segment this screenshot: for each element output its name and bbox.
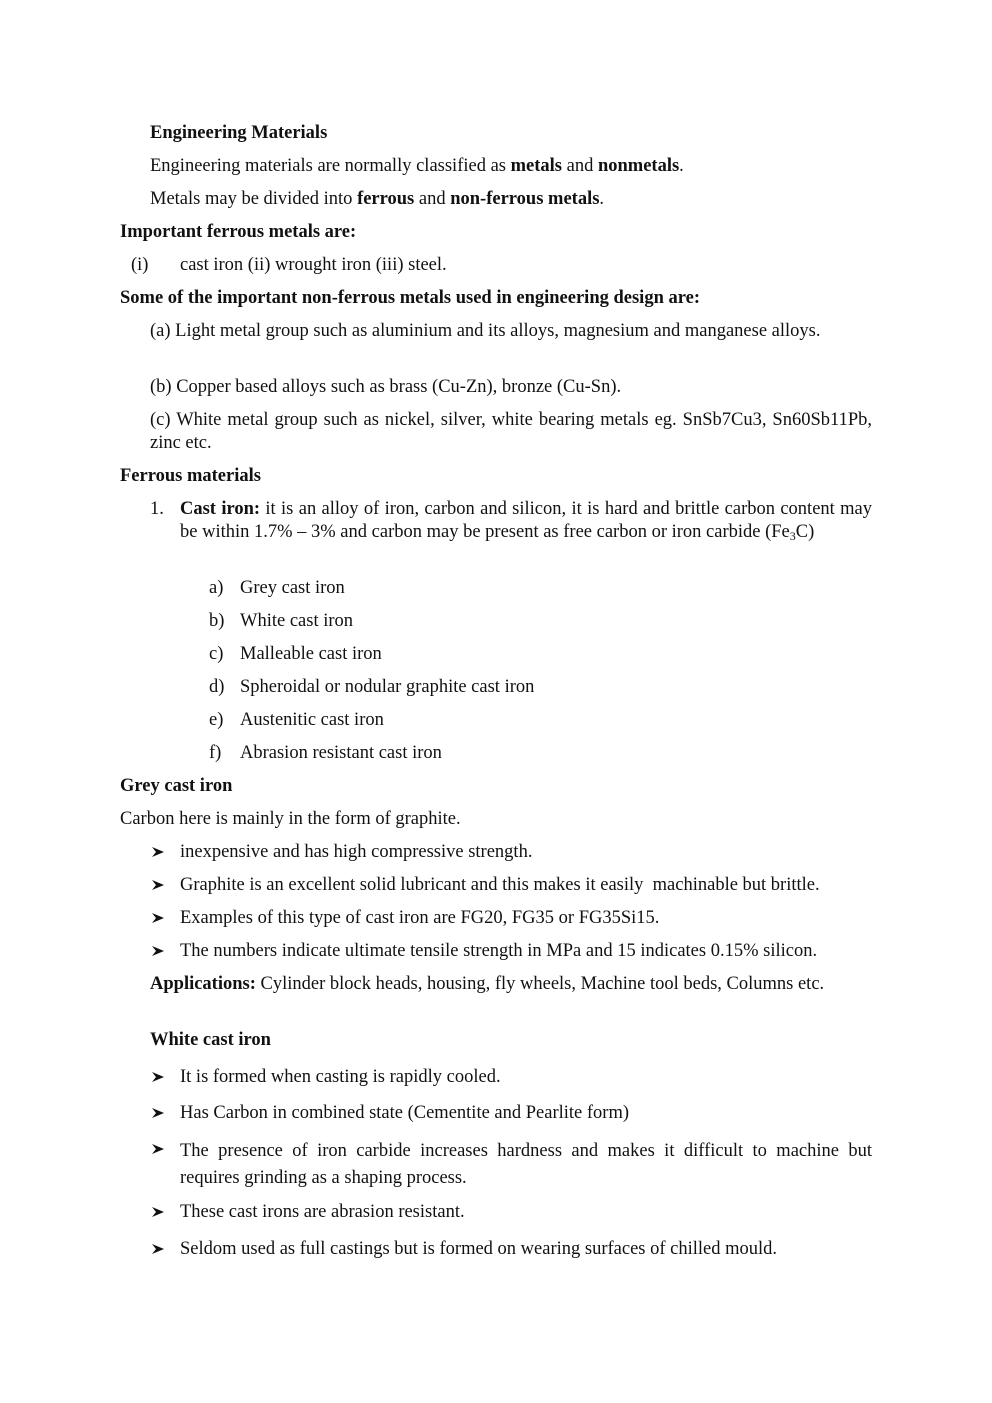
arrow-bullet-icon (151, 1243, 165, 1255)
text: Cylinder block heads, housing, fly wheels, Machine tool beds, Columns etc. (255, 974, 825, 994)
grey-cast-iron-bullet: The numbers indicate ultimate tensile strength in MPa and 15 indicates 0.15% silicon. (180, 941, 818, 961)
white-cast-iron-bullet: Seldom used as full castings but is formed on wearing surfaces of chilled mould. (180, 1239, 778, 1259)
cast-iron-type: Abrasion resistant cast iron (240, 743, 442, 763)
ferrous-metals-list: cast iron (ii) wrought iron (iii) steel. (180, 255, 447, 275)
list-marker: f) (209, 743, 222, 763)
list-number: 1. (150, 499, 164, 519)
grey-cast-iron-bullet: inexpensive and has high compressive strength. (180, 842, 533, 862)
list-marker: (i) (131, 255, 149, 275)
text: . (679, 156, 684, 176)
bold-term: nonmetals (597, 156, 680, 176)
cast-iron-type: Malleable cast iron (240, 644, 382, 664)
text: it is an alloy of iron, carbon and silicon, it is hard and brittle carbon content may be within 1.7% – 3% and carbon may be present as free carbon or iron carbide (Fe (180, 499, 872, 542)
list-marker: d) (209, 677, 225, 697)
arrow-bullet-icon (151, 1071, 165, 1083)
cast-iron-type: Austenitic cast iron (240, 710, 384, 730)
arrow-bullet-icon (151, 1143, 165, 1155)
text: and (414, 189, 451, 209)
list-marker: b) (209, 611, 225, 631)
non-ferrous-item-c: (c) White metal group such as nickel, silver, white bearing metals eg. SnSb7Cu3, Sn60Sb11Pb, zinc etc. (150, 410, 872, 453)
intro-paragraph-1 (150, 155, 684, 177)
white-cast-iron-bullet: Has Carbon in combined state (Cementite and Pearlite form) (180, 1103, 630, 1123)
cast-iron-type: Spheroidal or nodular graphite cast iron (240, 677, 535, 697)
bold-term: Cast iron: (180, 499, 261, 519)
cast-iron-type: Grey cast iron (240, 578, 345, 598)
text: Metals may be divided into (150, 189, 358, 209)
ferrous-metals-heading: Important ferrous metals are: (120, 222, 357, 242)
bold-term: non-ferrous metals (450, 189, 600, 209)
subscript: 3 (789, 529, 796, 543)
section-title: Engineering Materials (150, 123, 328, 143)
non-ferrous-item-b: (b) Copper based alloys such as brass (Cu-Zn), bronze (Cu-Sn). (150, 377, 622, 397)
list-marker: c) (209, 644, 224, 664)
non-ferrous-item-a: (a) Light metal group such as aluminium and its alloys, magnesium and manganese alloys. (150, 321, 821, 341)
text: Engineering materials are normally classified as (150, 156, 511, 176)
text: . (599, 189, 605, 209)
grey-cast-iron-bullet: Examples of this type of cast iron are FG20, FG35 or FG35Si15. (180, 908, 660, 928)
grey-cast-iron-heading: Grey cast iron (120, 776, 233, 796)
arrow-bullet-icon (151, 945, 165, 957)
intro-paragraph-2 (150, 188, 604, 210)
cast-iron-definition (180, 498, 872, 544)
non-ferrous-heading: Some of the important non-ferrous metals used in engineering design are: (120, 288, 700, 308)
text: and (562, 156, 598, 176)
bold-term: Applications: (150, 974, 256, 994)
arrow-bullet-icon (151, 1107, 165, 1119)
cast-iron-type: White cast iron (240, 611, 354, 631)
arrow-bullet-icon (151, 1206, 165, 1218)
grey-cast-iron-bullet: Graphite is an excellent solid lubricant and this makes it easily machinable but brittle. (180, 875, 820, 895)
text: C) (795, 522, 815, 542)
white-cast-iron-bullet: It is formed when casting is rapidly cooled. (180, 1067, 501, 1087)
list-marker: e) (209, 710, 224, 730)
arrow-bullet-icon (151, 846, 165, 858)
white-cast-iron-bullet: These cast irons are abrasion resistant. (180, 1202, 465, 1222)
bold-term: ferrous (357, 189, 415, 209)
arrow-bullet-icon (151, 879, 165, 891)
ferrous-materials-heading: Ferrous materials (120, 466, 261, 486)
list-marker: a) (209, 578, 224, 598)
arrow-bullet-icon (151, 912, 165, 924)
applications-paragraph (150, 973, 872, 996)
white-cast-iron-bullet: The presence of iron carbide increases hardness and makes it difficult to machine but requires grinding as a shaping process. (180, 1141, 872, 1188)
bold-term: metals (510, 156, 562, 176)
grey-cast-iron-intro: Carbon here is mainly in the form of graphite. (120, 809, 461, 829)
white-cast-iron-heading: White cast iron (150, 1030, 271, 1050)
